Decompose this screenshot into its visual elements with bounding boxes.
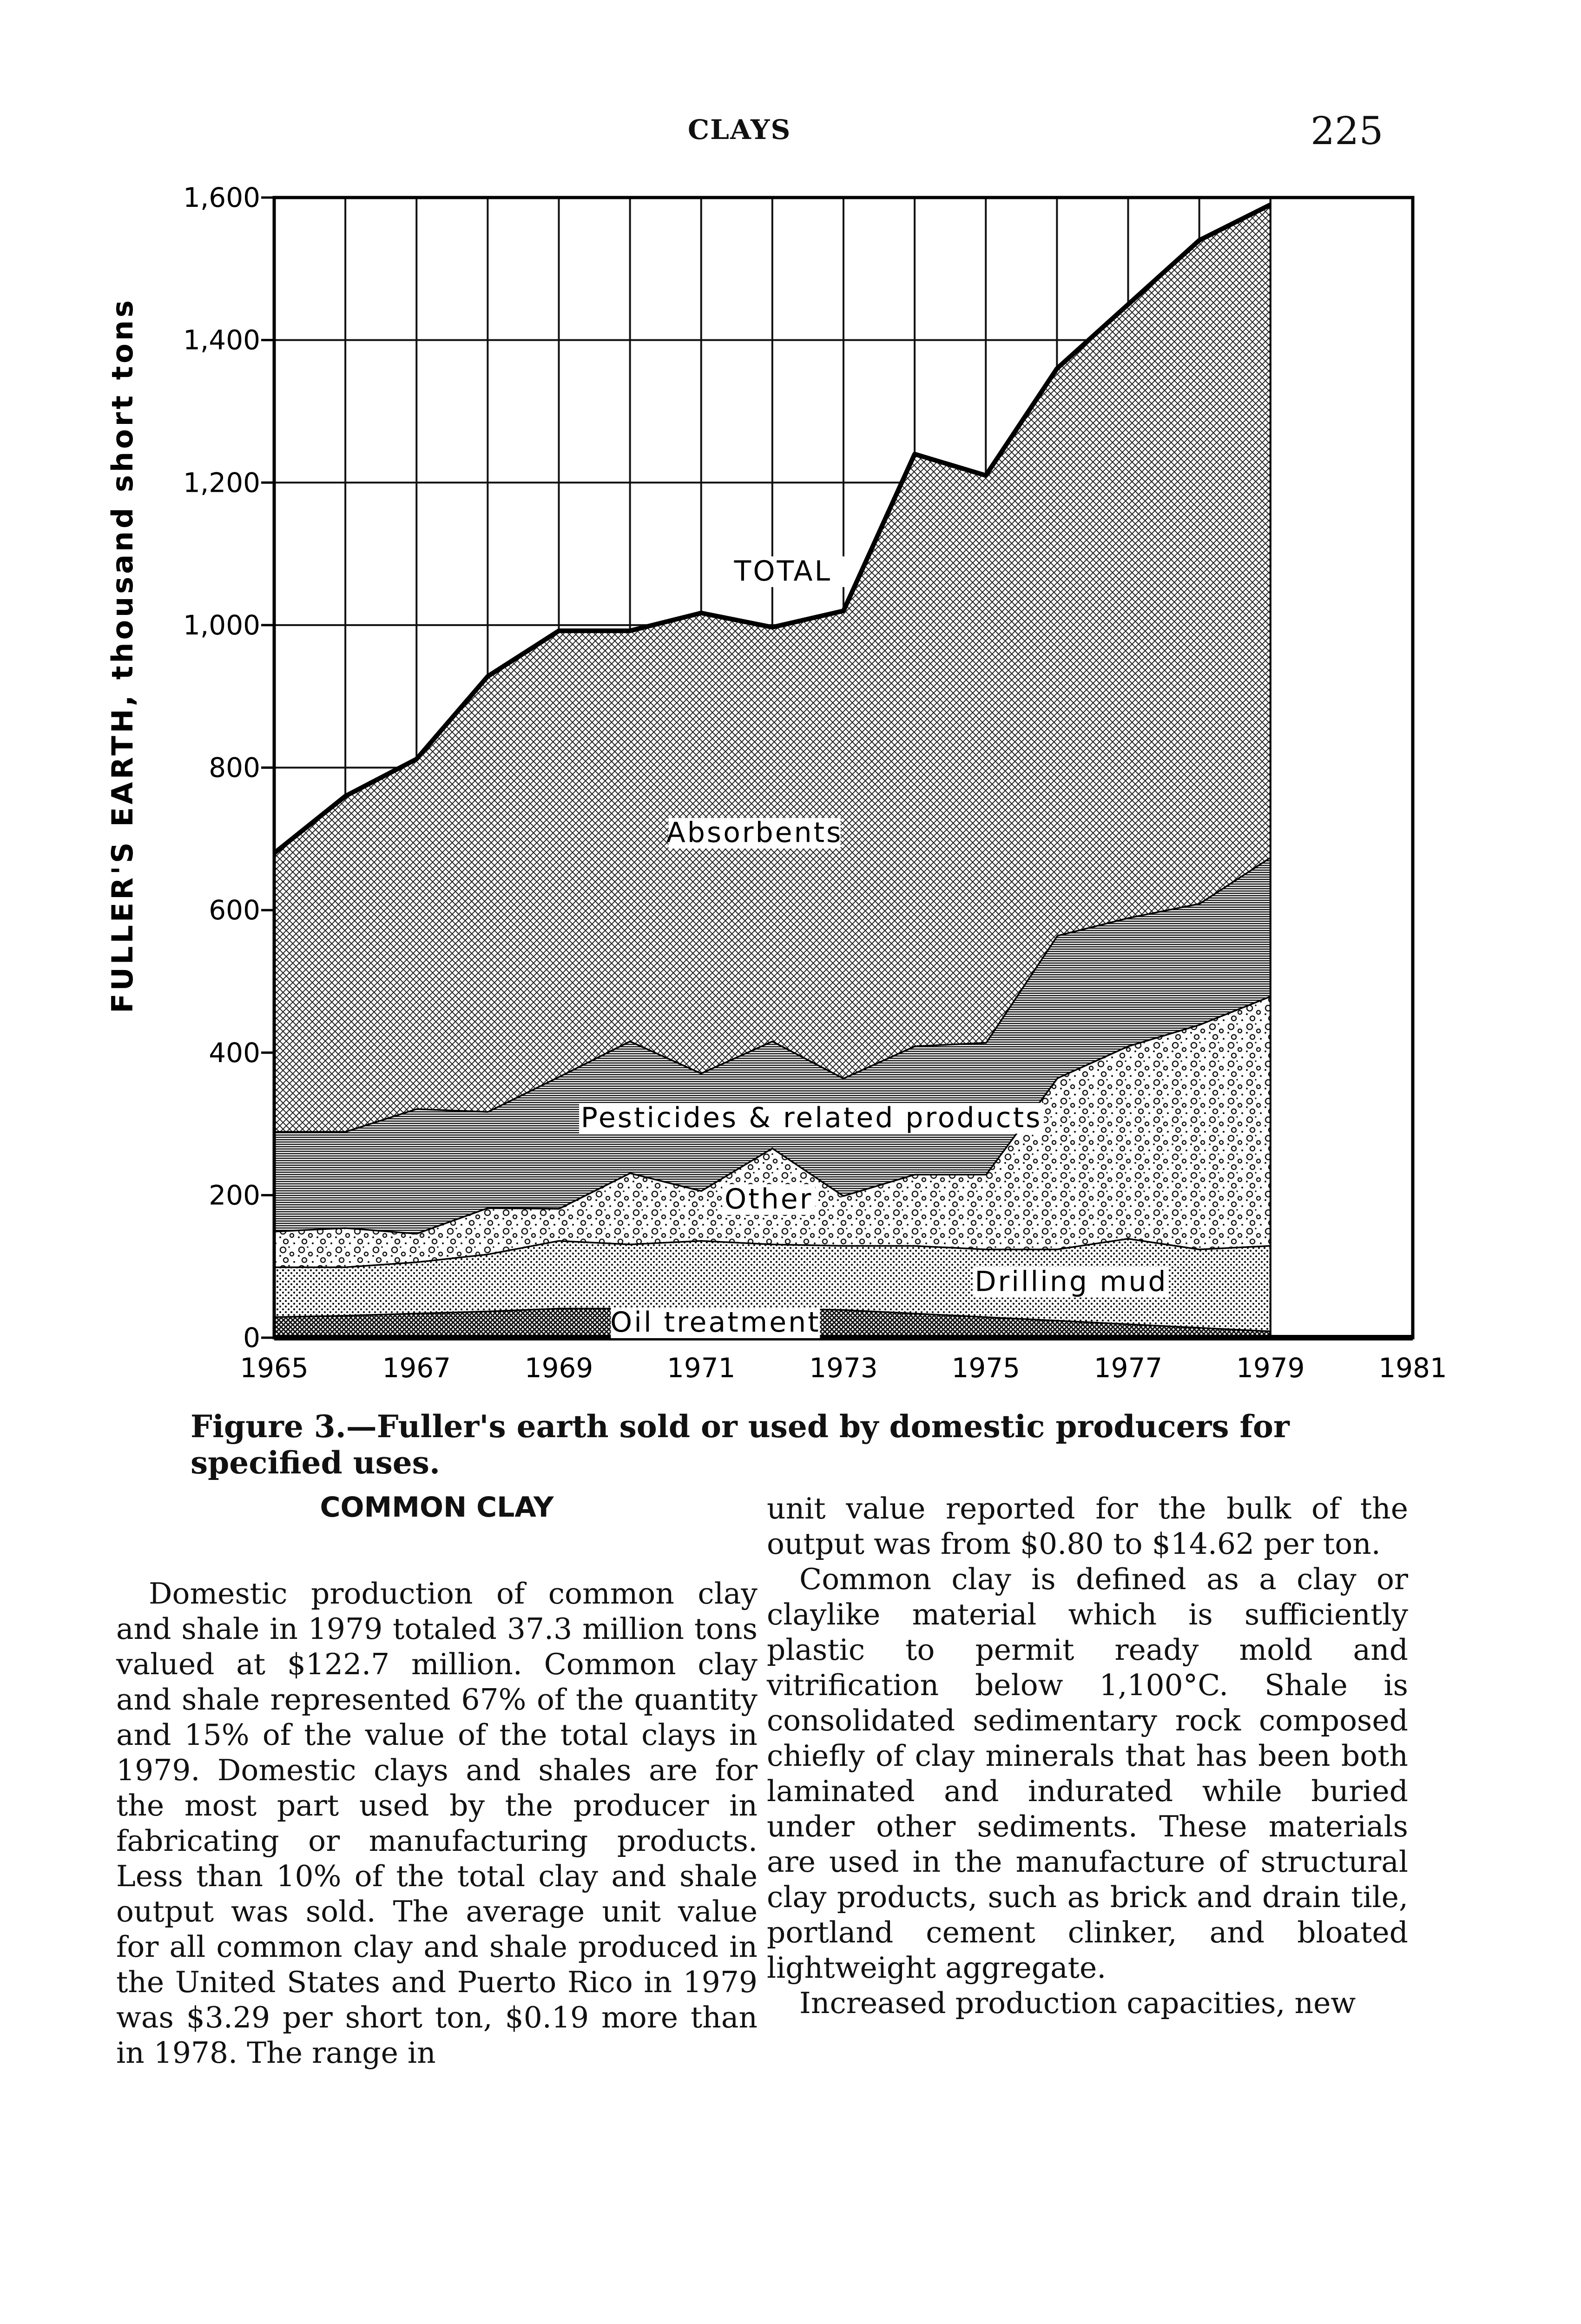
y-tick-label: 1,200: [183, 467, 260, 499]
y-tick-label: 0: [243, 1322, 260, 1353]
y-tick-label: 1,400: [183, 324, 260, 356]
y-tick-label: 1,600: [183, 182, 260, 213]
x-tick-label: 1969: [524, 1352, 593, 1384]
section-heading: COMMON CLAY: [320, 1491, 554, 1524]
y-tick-label: 200: [209, 1179, 260, 1211]
pesticides-label: Pesticides & related products: [580, 1101, 1042, 1134]
left-paragraph: Domestic production of common clay and shale in 1979 totaled 37.3 million tons valued at $122.7 million. Common clay and shale represented 67% of the quantity and 15% of the value of the total clays in 1979. Domestic clays and shales are for the most part used by the producer in fabricating or manufacturing products. Less than 10% of the total clay and shale output was sold. The average unit value for all common clay and shale produced in the United States and Puerto Rico in 1979 was $3.29 per short ton, $0.19 more than in 1978. The range in: [116, 1577, 758, 2070]
y-tick-label: 600: [209, 894, 260, 926]
x-tick-label: 1965: [240, 1352, 309, 1384]
x-tick-label: 1975: [951, 1352, 1021, 1384]
right-paragraph-2: Common clay is defined as a clay or claylike material which is sufficiently plastic to permit ready mold and vitrification below 1,100°C. Shale is consolidated sedimentary rock composed chiefly of clay minerals that has been both laminated and indurated while buried under other sediments. These materials are used in the manufacture of structural clay products, such as brick and drain tile, portland cement clinker, and bloated lightweight aggregate.: [767, 1562, 1408, 1985]
right-paragraph-3: Increased production capacities, new: [799, 1986, 1356, 2020]
y-tick-label: 1,000: [183, 609, 260, 641]
left-column: [116, 1490, 758, 2071]
figure-caption: Figure 3.—Fuller's earth sold or used by domestic producers for specified uses.: [191, 1408, 1290, 1481]
x-tick-label: 1967: [382, 1352, 451, 1384]
y-tick-label: 800: [209, 752, 260, 784]
other-label: Other: [725, 1182, 813, 1215]
x-tick-label: 1977: [1094, 1352, 1163, 1384]
x-tick-label: 1971: [666, 1352, 736, 1384]
x-tick-label: 1981: [1378, 1352, 1447, 1384]
total-label: TOTAL: [734, 555, 832, 588]
y-tick-label: 400: [209, 1037, 260, 1069]
running-head-title: CLAYS: [688, 114, 791, 145]
oil-treatment-label: Oil treatment: [610, 1306, 821, 1339]
page-number: 225: [1311, 109, 1383, 153]
x-tick-label: 1973: [809, 1352, 878, 1384]
drilling-mud-label: Drilling mud: [975, 1265, 1168, 1298]
y-axis-title: FULLER'S EARTH, thousand short tons: [105, 297, 139, 1013]
right-paragraph-1: unit value reported for the bulk of the output was from $0.80 to $14.62 per ton.: [767, 1492, 1408, 1561]
absorbents-label: Absorbents: [666, 816, 843, 849]
right-column: [767, 1491, 1408, 2021]
x-tick-label: 1979: [1236, 1352, 1305, 1384]
